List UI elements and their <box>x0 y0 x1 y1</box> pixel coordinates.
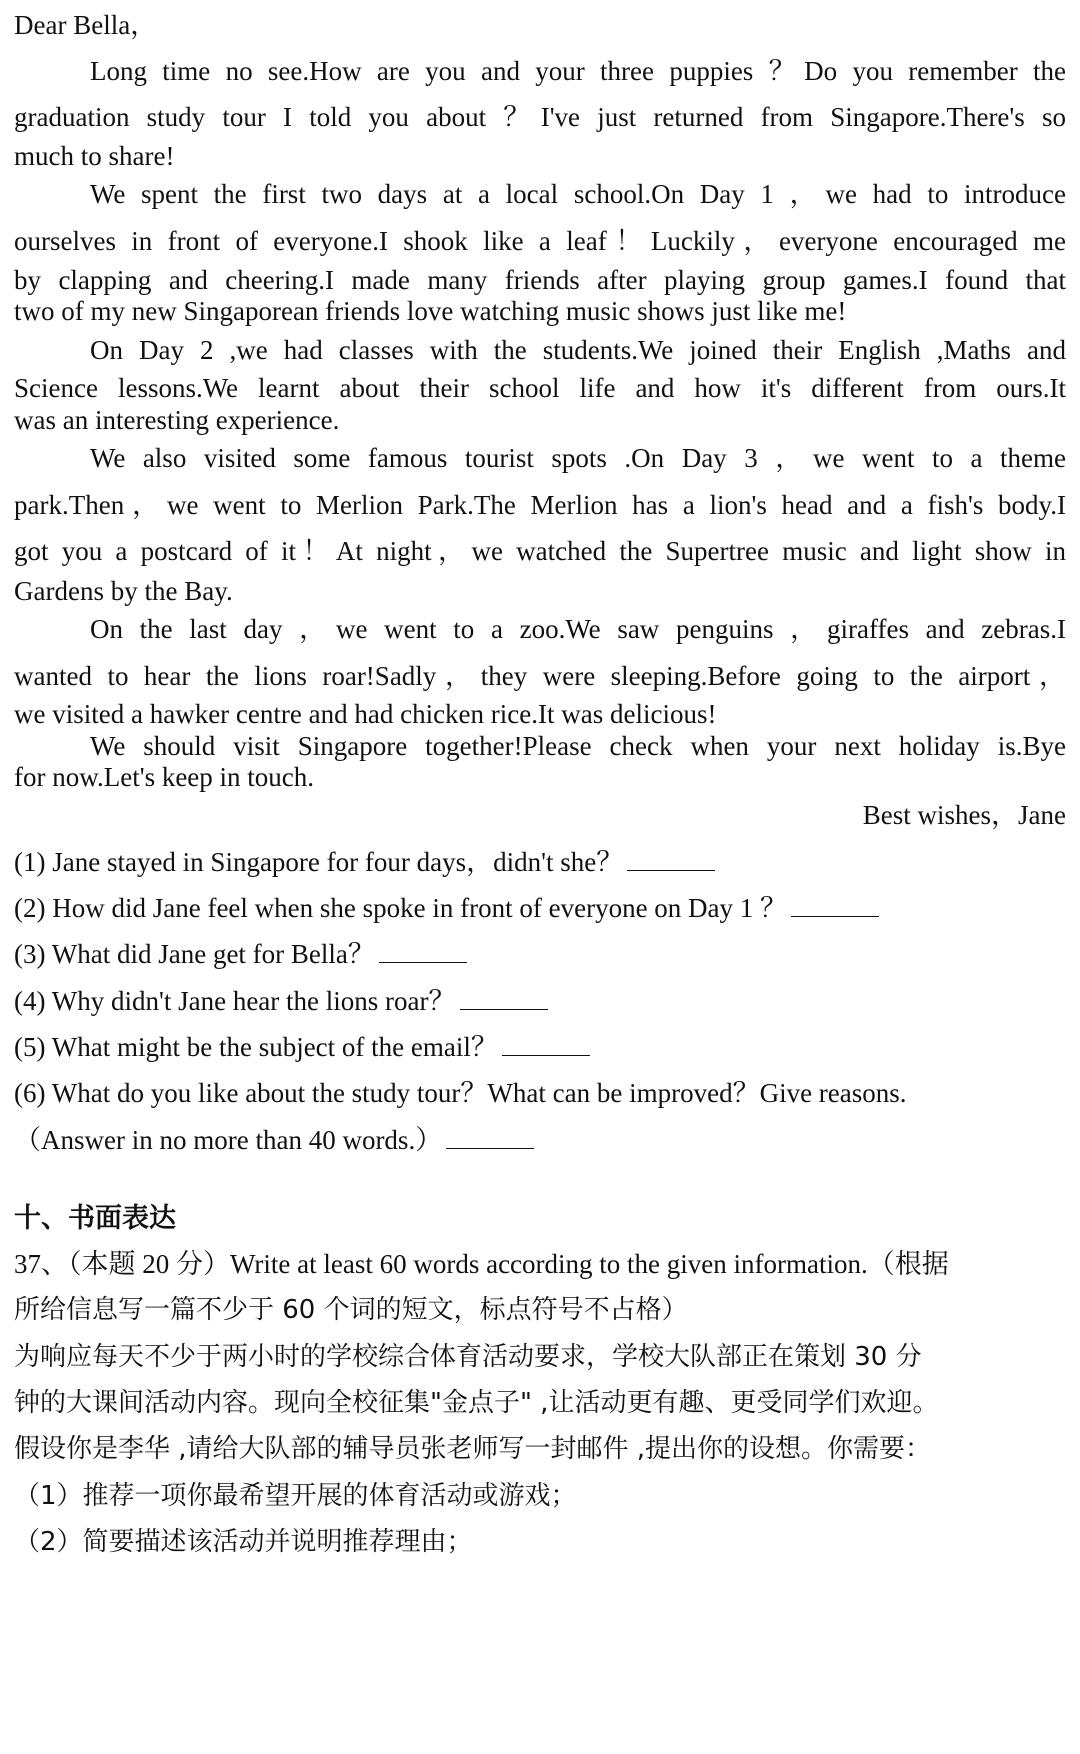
letter-line: ourselves in front of everyone.I shook like a leaf！Luckily，everyone encouraged me <box>14 226 1066 256</box>
letter-line: park.Then，we went to Merlion Park.The Merlion has a lion's head and a fish's body.I <box>14 490 1066 520</box>
letter-greeting: Dear Bella， <box>14 10 158 40</box>
letter-line: was an interesting experience. <box>14 405 340 435</box>
section-title: 十、书面表达 <box>14 1203 176 1234</box>
answer-blank[interactable] <box>379 938 467 963</box>
section-line: 假设你是李华 ,请给大队部的辅导员张老师写一封邮件 ,提出你的设想。你需要： <box>14 1434 932 1464</box>
answer-blank[interactable] <box>627 846 715 871</box>
question-6: (6) What do you like about the study tour？What can be improved？Give reasons. <box>14 1078 907 1108</box>
question-1 <box>14 845 1066 879</box>
letter-line: We also visited some famous tourist spots .On Day 3 ，we went to a theme <box>90 443 1066 473</box>
question-text: （Answer in no more than 40 words.） <box>14 1125 443 1155</box>
letter-line: we visited a hawker centre and had chicken rice.It was delicious! <box>14 699 717 729</box>
question-text: (5) What might be the subject of the email？ <box>14 1032 498 1062</box>
answer-blank[interactable] <box>460 985 548 1010</box>
letter-line: On Day 2 ,we had classes with the students.We joined their English ,Maths and <box>90 335 1066 365</box>
letter-line: We spent the first two days at a local school.On Day 1 ，we had to introduce <box>90 179 1066 209</box>
question-text: (1) Jane stayed in Singapore for four days，didn't she？ <box>14 847 624 877</box>
question-5 <box>14 1030 1066 1064</box>
section-prompt: 37、（本题 20 分）Write at least 60 words according to the given information.（根据 <box>14 1249 949 1279</box>
question-2 <box>14 891 1066 925</box>
letter-line: We should visit Singapore together!Please check when your next holiday is.Bye <box>90 731 1066 761</box>
section-line <box>14 1247 1066 1281</box>
answer-blank[interactable] <box>502 1031 590 1056</box>
letter-line: Long time no see.How are you and your three puppies ？Do you remember the <box>90 56 1066 86</box>
section-line: （1）推荐一项你最希望开展的体育活动或游戏； <box>14 1481 577 1511</box>
letter-line: by clapping and cheering.I made many friends after playing group games.I found that <box>14 265 1066 295</box>
letter-line: for now.Let's keep in touch. <box>14 762 315 792</box>
answer-blank[interactable] <box>791 892 879 917</box>
letter-line: two of my new Singaporean friends love watching music shows just like me! <box>14 296 847 326</box>
question-text: (4) Why didn't Jane hear the lions roar？ <box>14 986 456 1016</box>
letter-signoff: Best wishes，Jane <box>862 800 1066 830</box>
letter-line: much to share! <box>14 141 175 171</box>
answer-blank[interactable] <box>446 1124 534 1149</box>
section-line: 钟的大课间活动内容。现向全校征集"金点子" ,让活动更有趣、更受同学们欢迎。 <box>14 1388 939 1418</box>
question-text: (3) What did Jane get for Bella？ <box>14 939 375 969</box>
letter-line: Science lessons.We learnt about their school life and how it's different from ours.It <box>14 373 1066 403</box>
section-line: 所给信息写一篇不少于 60 个词的短文，标点符号不占格） <box>14 1295 688 1325</box>
question-3 <box>14 937 1066 971</box>
letter-line: wanted to hear the lions roar!Sadly，they were sleeping.Before going to the airport， <box>14 661 1066 691</box>
letter-line: graduation study tour I told you about ？I've just returned from Singapore.There's so <box>14 102 1066 132</box>
question-text: (2) How did Jane feel when she spoke in front of everyone on Day 1 ？ <box>14 893 788 923</box>
section-line: （2）简要描述该活动并说明推荐理由； <box>14 1527 473 1557</box>
section-line: 为响应每天不少于两小时的学校综合体育活动要求，学校大队部正在策划 30 分 <box>14 1342 922 1372</box>
letter-line: got you a postcard of it！At night，we watched the Supertree music and light show in <box>14 536 1066 566</box>
letter-line: Gardens by the Bay. <box>14 576 233 606</box>
letter-line: On the last day ，we went to a zoo.We saw penguins ，giraffes and zebras.I <box>90 614 1066 644</box>
question-6-note <box>14 1123 1066 1157</box>
question-4 <box>14 984 1066 1018</box>
